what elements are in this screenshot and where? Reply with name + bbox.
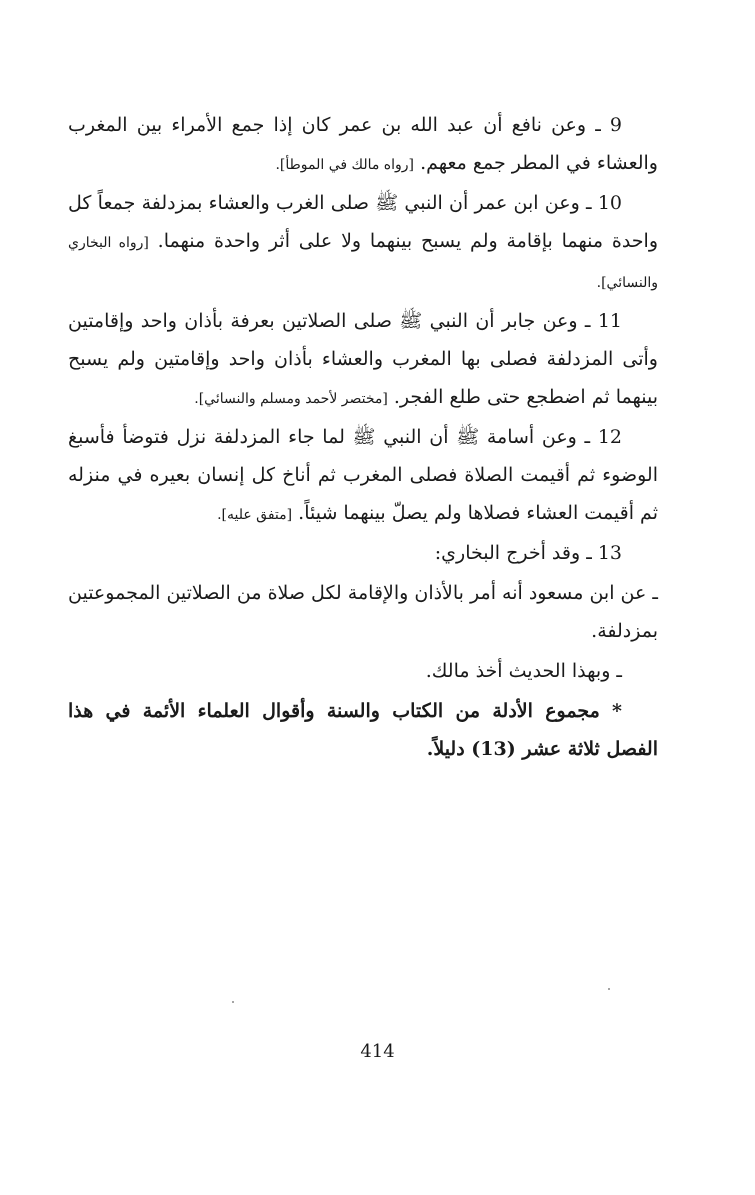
page-body — [68, 106, 658, 768]
paragraph-text: ـ عن ابن مسعود أنه أمر بالأذان والإقامة لكل صلاة من الصلاتين المجموعتين بمزدلفة. — [68, 582, 658, 642]
paragraph-text: 13 ـ وقد أخرج البخاري: — [434, 542, 622, 564]
paragraph-hadith-10 — [68, 184, 658, 302]
paragraph-text: 10 ـ وعن ابن عمر أن النبي ﷺ صلى الغرب والعشاء بمزدلفة جمعاً كل واحدة منهما بإقامة ولم يسبح بينهما ولا على أثر واحدة منهما. — [68, 192, 658, 252]
paragraph-hadith-11 — [68, 302, 658, 418]
paragraph-hadith-13 — [68, 534, 658, 574]
paragraph-text: 9 ـ وعن نافع أن عبد الله بن عمر كان إذا جمع الأمراء بين المغرب والعشاء في المطر جمع معهم. — [68, 114, 658, 174]
citation: [مختصر لأحمد ومسلم والنسائي]. — [194, 391, 388, 407]
paragraph-text: 12 ـ وعن أسامة ﷺ أن النبي ﷺ لما جاء المزدلفة نزل فتوضأ فأسبغ الوضوء ثم أقيمت الصلاة فصلى المغرب ثم أناخ كل إنسان بعيره في منزله ثم أقيمت العشاء فصلاها ولم يصلّ بينهما شيئاً. — [68, 426, 658, 524]
scan-speck — [232, 1001, 234, 1003]
summary-paragraph: * مجموع الأدلة من الكتاب والسنة وأقوال العلماء الأئمة في هذا الفصل ثلاثة عشر (13) دليلاً. — [68, 700, 658, 760]
paragraph-text: ـ وبهذا الحديث أخذ مالك. — [425, 660, 622, 682]
paragraph-hadith-12 — [68, 418, 658, 534]
paragraph-ibn-masud — [68, 574, 658, 652]
scan-speck — [608, 988, 610, 990]
citation: [متفق عليه]. — [217, 507, 293, 523]
citation: [رواه مالك في الموطأ]. — [275, 157, 415, 173]
paragraph-hadith-9 — [68, 106, 658, 184]
citation: [رواه البخاري والنسائي]. — [68, 235, 658, 291]
page-number: 414 — [360, 1041, 395, 1062]
paragraph-text: 11 ـ وعن جابر أن النبي ﷺ صلى الصلاتين بعرفة بأذان واحد وإقامتين وأتى المزدلفة فصلى بها المغرب والعشاء بأذان واحد وإقامتين ولم يسبح بينهما ثم اضطجع حتى طلع الفجر. — [68, 310, 658, 408]
paragraph-malik — [68, 652, 658, 692]
